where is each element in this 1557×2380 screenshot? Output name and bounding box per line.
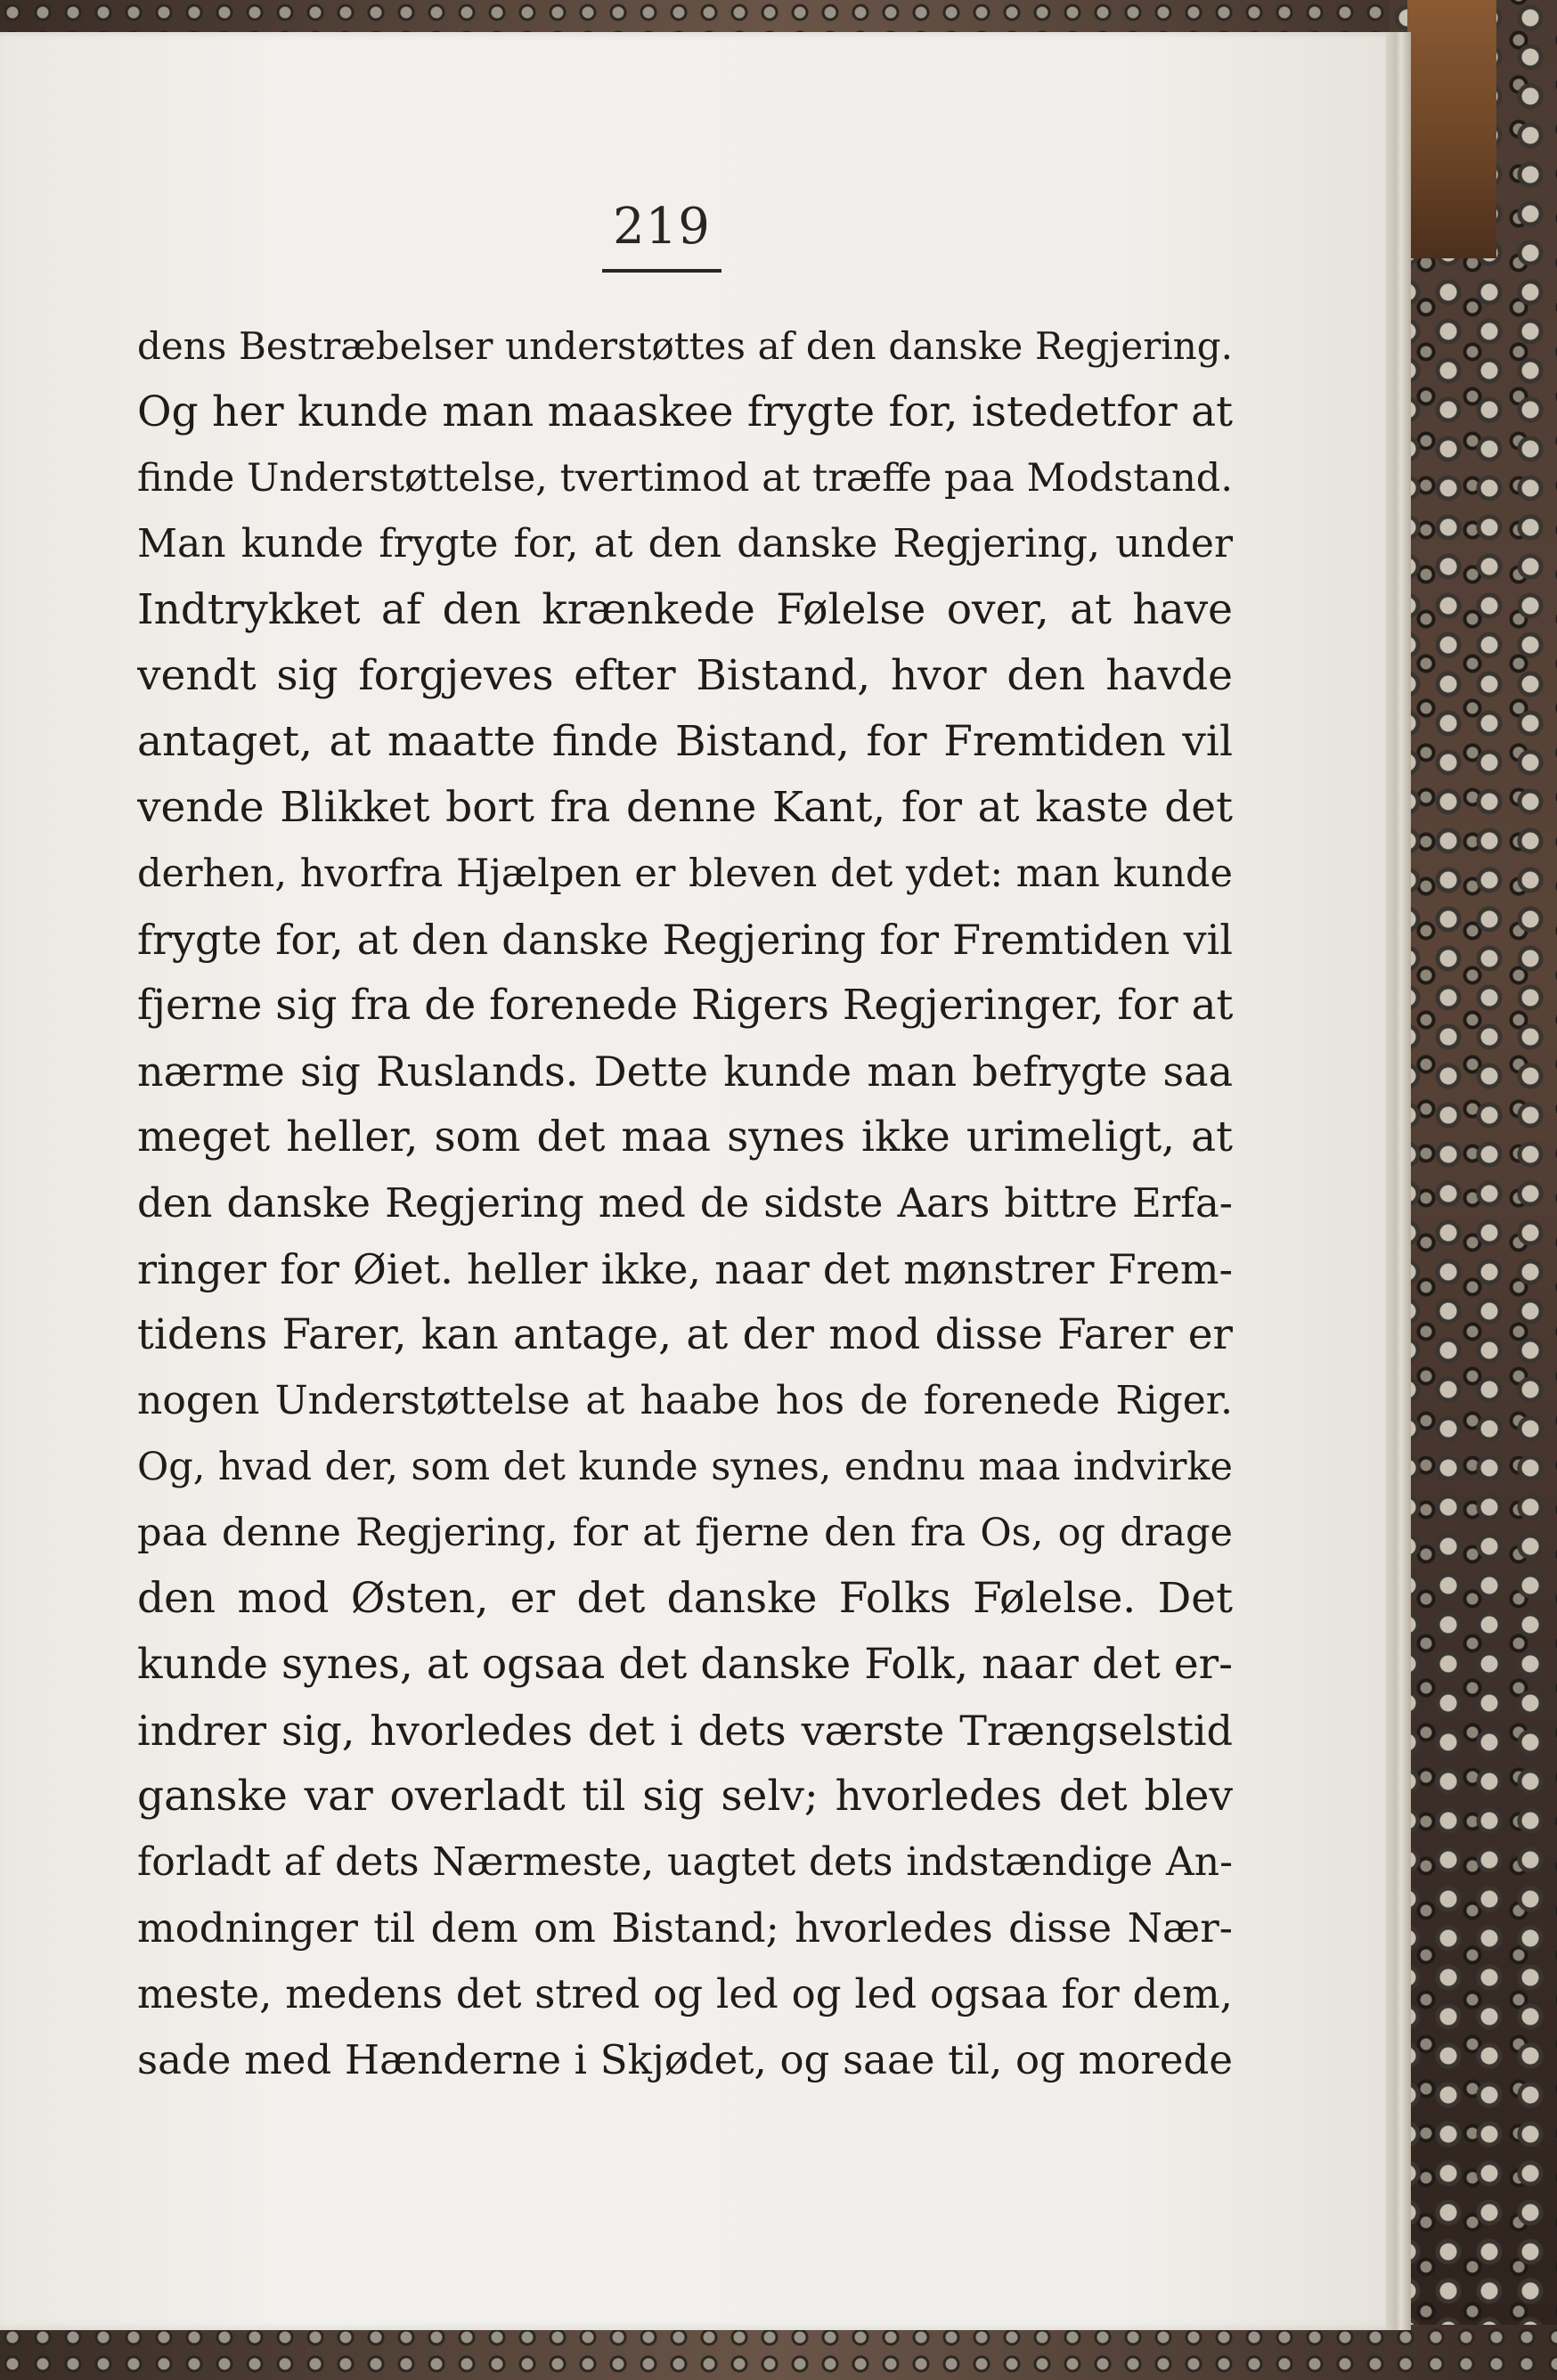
text-line: indrer sig, hvorledes det i dets værste Trængselstid <box>137 1707 1233 1755</box>
text-line: ganske var overladt til sig selv; hvorledes det blev <box>137 1772 1233 1821</box>
text-line: frygte for, at den danske Regjering for Fremtiden vil <box>137 916 1233 964</box>
text-line: kunde synes, at ogsaa det danske Folk, naar det er- <box>137 1640 1233 1689</box>
marbled-edge-top <box>0 0 1557 36</box>
text-line: tidens Farer, kan antage, at der mod disse Farer er <box>137 1310 1233 1359</box>
page-number: 219 <box>613 198 711 256</box>
text-line: paa denne Regjering, for at fjerne den fra Os, og drage <box>137 1511 1233 1555</box>
leather-binding <box>1407 0 1496 258</box>
text-line: nærme sig Ruslands. Dette kunde man befrygte saa <box>137 1047 1233 1096</box>
text-line: nogen Understøttelse at haabe hos de forenede Riger. <box>137 1378 1233 1423</box>
text-line: vende Blikket bort fra denne Kant, for at kaste det <box>137 783 1233 832</box>
text-line: modninger til dem om Bistand; hvorledes disse Nær- <box>137 1904 1233 1952</box>
text-line: finde Understøttelse, tvertimod at træffe paa Modstand. <box>137 456 1233 501</box>
text-line: derhen, hvorfra Hjælpen er bleven det ydet: man kunde <box>137 852 1233 896</box>
text-line: Man kunde frygte for, at den danske Regjering, under <box>137 521 1233 566</box>
text-line: fjerne sig fra de forenede Rigers Regjeringer, for at <box>137 981 1233 1030</box>
text-line: antaget, at maatte finde Bistand, for Fremtiden vil <box>137 717 1233 766</box>
text-line: ringer for Øiet. heller ikke, naar det mønstrer Frem- <box>137 1245 1233 1293</box>
marbled-endpaper <box>1390 0 1557 2380</box>
text-line: den mod Østen, er det danske Folks Følelse. Det <box>137 1574 1233 1623</box>
page-edge <box>1386 32 1411 2330</box>
text-line: Og, hvad der, som det kunde synes, endnu maa indvirke <box>137 1445 1233 1489</box>
text-line: meget heller, som det maa synes ikke urimeligt, at <box>137 1113 1233 1161</box>
body-text <box>137 314 1233 2093</box>
text-line: vendt sig forgjeves efter Bistand, hvor den havde <box>137 651 1233 700</box>
marbled-edge-bottom <box>0 2325 1557 2380</box>
text-line: meste, medens det stred og led og led ogsaa for dem, <box>137 1970 1233 2017</box>
text-line: Indtrykket af den krænkede Følelse over, at have <box>137 585 1233 634</box>
text-line: dens Bestræbelser understøttes af den danske Regjering. <box>137 324 1233 368</box>
text-line: sade med Hænderne i Skjødet, og saae til, og morede <box>137 2036 1233 2083</box>
text-line: Og her kunde man maaskee frygte for, istedetfor at <box>137 387 1233 436</box>
page-number-rule <box>602 269 721 273</box>
text-line: den danske Regjering med de sidste Aars bittre Erfa- <box>137 1179 1233 1227</box>
text-line: forladt af dets Nærmeste, uagtet dets indstændige An- <box>137 1839 1233 1885</box>
